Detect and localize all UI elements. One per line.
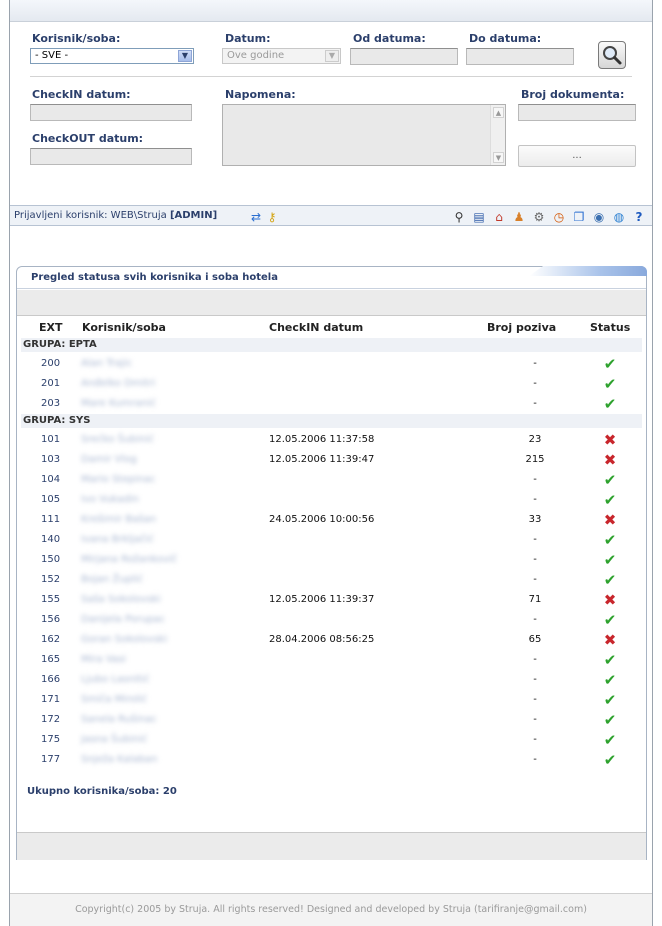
- calls-cell: -: [533, 614, 537, 625]
- checkin-cell: 24.05.2006 10:00:56: [269, 514, 375, 525]
- col-calls: Broj poziva: [487, 321, 557, 334]
- top-bar: [10, 0, 652, 22]
- ext-cell: 103: [41, 454, 61, 465]
- name-cell: Alan Trajic: [81, 358, 133, 369]
- book-icon[interactable]: ▤: [473, 210, 485, 224]
- checkmark-icon: ✔: [603, 751, 617, 769]
- ext-cell: 101: [41, 434, 61, 445]
- disk-icon[interactable]: ◉: [593, 210, 605, 224]
- calls-cell: -: [533, 398, 537, 409]
- name-cell: Smiča Mirolić: [81, 694, 148, 705]
- user-bar: [10, 205, 652, 226]
- ext-cell: 166: [41, 674, 61, 685]
- checkmark-icon: ✔: [603, 691, 617, 709]
- cross-icon: ✖: [603, 431, 617, 449]
- checkmark-icon: ✔: [603, 731, 617, 749]
- search-button[interactable]: [598, 41, 626, 69]
- ext-cell: 150: [41, 554, 61, 565]
- calls-cell: -: [533, 674, 537, 685]
- ext-cell: 172: [41, 714, 61, 725]
- to-date-label: Do datuma:: [469, 32, 542, 45]
- checkmark-icon: ✔: [603, 355, 617, 373]
- name-cell: Ivo Vukadin: [81, 494, 139, 505]
- status-panel: [16, 266, 647, 860]
- name-cell: Ljubo Lasnitić: [81, 674, 150, 685]
- cross-icon: ✖: [603, 631, 617, 649]
- user-room-value: - SVE -: [35, 50, 69, 61]
- calls-cell: -: [533, 574, 537, 585]
- checkmark-icon: ✔: [603, 531, 617, 549]
- checkmark-icon: ✔: [603, 651, 617, 669]
- date-select[interactable]: [222, 48, 341, 64]
- name-cell: Mira Vasi: [81, 654, 127, 665]
- calls-cell: -: [533, 494, 537, 505]
- ext-cell: 201: [41, 378, 61, 389]
- gear-icon[interactable]: ⚙: [533, 210, 545, 224]
- table-row[interactable]: [17, 730, 646, 750]
- name-cell: Mario Stepinac: [81, 474, 156, 485]
- total-count: Ukupno korisnika/soba: 20: [27, 786, 177, 797]
- table-row[interactable]: [17, 510, 646, 530]
- name-cell: Jasna Šubinić: [81, 734, 148, 745]
- doc-number-input[interactable]: [518, 104, 636, 121]
- panel-tab-decoration: [529, 266, 647, 276]
- cross-icon: ✖: [603, 591, 617, 609]
- calls-cell: -: [533, 534, 537, 545]
- table-row[interactable]: [17, 630, 646, 650]
- scroll-down-icon[interactable]: ▼: [493, 152, 504, 163]
- ext-cell: 175: [41, 734, 61, 745]
- panel-header: [17, 267, 646, 289]
- note-textarea[interactable]: [222, 104, 506, 166]
- checkin-label: CheckIN datum:: [32, 88, 131, 101]
- note-label: Napomena:: [225, 88, 296, 101]
- calls-cell: -: [533, 754, 537, 765]
- ext-cell: 156: [41, 614, 61, 625]
- ext-cell: 155: [41, 594, 61, 605]
- checkmark-icon: ✔: [603, 611, 617, 629]
- table-row[interactable]: [17, 570, 646, 590]
- checkmark-icon: ✔: [603, 395, 617, 413]
- name-cell: Snježa Kalaban: [81, 754, 158, 765]
- name-cell: Damir Vlog: [81, 454, 137, 465]
- ext-cell: 171: [41, 694, 61, 705]
- table-row[interactable]: [17, 450, 646, 470]
- table-row[interactable]: [17, 530, 646, 550]
- name-cell: Saša Sokolovski: [81, 594, 161, 605]
- user-room-select[interactable]: [30, 48, 194, 64]
- checkmark-icon: ✔: [603, 711, 617, 729]
- name-cell: Danijela Porupac: [81, 614, 166, 625]
- checkmark-icon: ✔: [603, 671, 617, 689]
- ext-cell: 105: [41, 494, 61, 505]
- name-cell: Sanela Rušinac: [81, 714, 157, 725]
- calls-cell: -: [533, 694, 537, 705]
- group-header: GRUPA: EPTA: [21, 338, 642, 352]
- ext-cell: 111: [41, 514, 61, 525]
- copyright-text: Copyright(c) 2005 by Struja. All rights reserved! Designed and developed by Struja (tarifiranje@gmail.com): [75, 904, 587, 915]
- search-icon[interactable]: ⚲: [454, 210, 464, 224]
- cross-icon: ✖: [603, 451, 617, 469]
- checkin-cell: 12.05.2006 11:37:58: [269, 434, 375, 445]
- name-cell: Anđelko Dmitri: [81, 378, 156, 389]
- checkmark-icon: ✔: [603, 571, 617, 589]
- cross-icon: ✖: [603, 511, 617, 529]
- browse-button[interactable]: ...: [518, 145, 636, 167]
- table-row[interactable]: [17, 490, 646, 510]
- name-cell: Mare Kumranić: [81, 398, 156, 409]
- ext-cell: 165: [41, 654, 61, 665]
- from-date-label: Od datuma:: [353, 32, 426, 45]
- calls-cell: 23: [528, 434, 542, 445]
- col-status: Status: [590, 321, 631, 334]
- table-row[interactable]: [17, 690, 646, 710]
- from-date-input[interactable]: [350, 48, 458, 65]
- name-cell: Goran Sokolovski: [81, 634, 168, 645]
- clock-icon[interactable]: ◷: [553, 210, 565, 224]
- checkin-input[interactable]: [30, 104, 192, 121]
- ext-cell: 162: [41, 634, 61, 645]
- name-cell: Srećko Šubinić: [81, 434, 155, 445]
- user-room-label: Korisnik/soba:: [32, 32, 121, 45]
- refresh-icon[interactable]: ⇄: [250, 210, 262, 224]
- col-name: Korisnik/soba: [82, 321, 166, 334]
- checkin-cell: 12.05.2006 11:39:47: [269, 454, 375, 465]
- name-cell: Bojan Župlić: [81, 574, 143, 585]
- table-row[interactable]: [17, 430, 646, 450]
- checkmark-icon: ✔: [603, 551, 617, 569]
- scroll-up-icon[interactable]: ▲: [493, 107, 504, 118]
- table-row[interactable]: [17, 750, 646, 770]
- panel-toolbar: [17, 290, 646, 316]
- calls-cell: -: [533, 554, 537, 565]
- doc-number-label: Broj dokumenta:: [521, 88, 625, 101]
- ext-cell: 152: [41, 574, 61, 585]
- calls-cell: 215: [525, 454, 545, 465]
- windows-icon[interactable]: ❐: [573, 210, 585, 224]
- calls-cell: -: [533, 378, 537, 389]
- app-frame: [9, 0, 653, 926]
- key-icon[interactable]: ⚷: [267, 210, 277, 224]
- users-icon[interactable]: ♟: [513, 210, 525, 224]
- table-row[interactable]: [17, 394, 646, 414]
- checkout-input[interactable]: [30, 148, 192, 165]
- table-row[interactable]: [17, 650, 646, 670]
- chevron-down-icon[interactable]: ▼: [325, 50, 339, 62]
- ext-cell: 203: [41, 398, 61, 409]
- user-role: [ADMIN]: [169, 210, 218, 221]
- table-row[interactable]: [17, 550, 646, 570]
- table-row[interactable]: [17, 374, 646, 394]
- col-ext: EXT: [39, 321, 63, 334]
- checkmark-icon: ✔: [603, 375, 617, 393]
- ext-cell: 200: [41, 358, 61, 369]
- table-row[interactable]: [17, 670, 646, 690]
- col-checkin: CheckIN datum: [269, 321, 364, 334]
- calls-cell: -: [533, 714, 537, 725]
- logged-user-prefix: Prijavljeni korisnik: WEB\Struja: [14, 210, 167, 221]
- home-icon[interactable]: ⌂: [495, 210, 503, 224]
- chevron-down-icon[interactable]: ▼: [178, 50, 192, 62]
- ext-cell: 104: [41, 474, 61, 485]
- magnifier-icon: [599, 42, 625, 68]
- date-label: Datum:: [225, 32, 271, 45]
- table-row[interactable]: [17, 354, 646, 374]
- panel-footer: [17, 832, 646, 860]
- calls-cell: -: [533, 734, 537, 745]
- name-cell: Mirjana Rožankovič: [81, 554, 178, 565]
- panel-title: Pregled statusa svih korisnika i soba hotela: [31, 272, 278, 283]
- calls-cell: 33: [528, 514, 542, 525]
- scrollbar[interactable]: [490, 105, 505, 165]
- to-date-input[interactable]: [466, 48, 574, 65]
- form-separator: [30, 76, 632, 77]
- globe-icon[interactable]: ◍: [613, 210, 625, 224]
- calls-cell: -: [533, 474, 537, 485]
- calls-cell: -: [533, 654, 537, 665]
- checkin-cell: 28.04.2006 08:56:25: [269, 634, 375, 645]
- calls-cell: 71: [528, 594, 542, 605]
- table-row[interactable]: [17, 610, 646, 630]
- name-cell: Krešimir Bašan: [81, 514, 157, 525]
- help-icon[interactable]: ?: [635, 210, 643, 224]
- calls-cell: 65: [528, 634, 542, 645]
- table-row[interactable]: [17, 710, 646, 730]
- checkmark-icon: ✔: [603, 491, 617, 509]
- logged-user: [14, 210, 217, 221]
- table-row[interactable]: [17, 590, 646, 610]
- date-value: Ove godine: [227, 50, 285, 61]
- group-header: GRUPA: SYS: [21, 414, 642, 428]
- ext-cell: 140: [41, 534, 61, 545]
- ext-cell: 177: [41, 754, 61, 765]
- page-footer: [10, 893, 652, 926]
- checkmark-icon: ✔: [603, 471, 617, 489]
- checkin-cell: 12.05.2006 11:39:37: [269, 594, 375, 605]
- checkout-label: CheckOUT datum:: [32, 132, 144, 145]
- calls-cell: -: [533, 358, 537, 369]
- name-cell: Ivana Brkljačić: [81, 534, 154, 545]
- table-row[interactable]: [17, 470, 646, 490]
